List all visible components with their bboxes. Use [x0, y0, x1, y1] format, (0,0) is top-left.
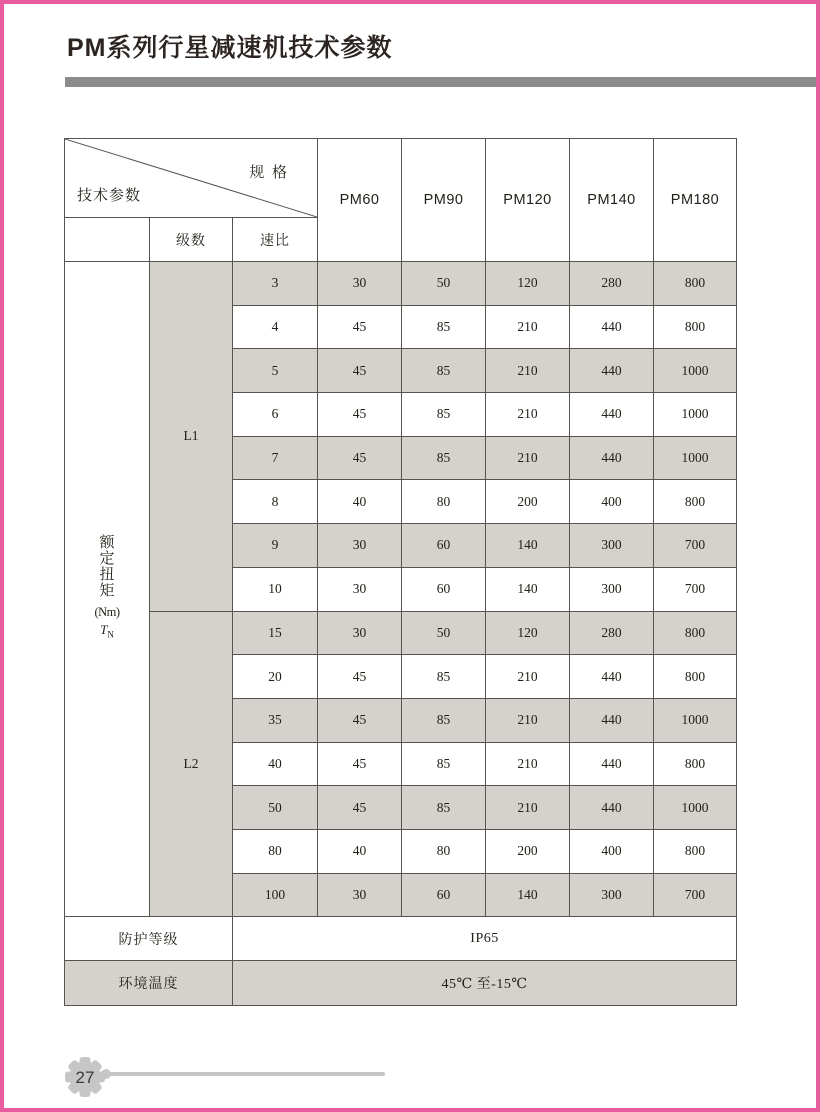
value-cell: 300	[570, 873, 654, 917]
value-cell: 400	[570, 480, 654, 524]
value-cell: 140	[486, 873, 570, 917]
value-cell: 1000	[654, 698, 737, 742]
value-cell: 800	[654, 262, 737, 306]
ratio-cell: 35	[233, 698, 318, 742]
column-header-pm60: PM60	[318, 139, 402, 262]
value-cell: 210	[486, 349, 570, 393]
ratio-cell: 8	[233, 480, 318, 524]
ratio-cell: 100	[233, 873, 318, 917]
value-cell: 85	[402, 393, 486, 437]
value-cell: 400	[570, 829, 654, 873]
footer-rule	[109, 1072, 385, 1076]
torque-label-char: 定	[99, 551, 115, 568]
subheader-stage: 级数	[150, 218, 233, 262]
value-cell: 140	[486, 567, 570, 611]
column-header-pm90: PM90	[402, 139, 486, 262]
ratio-cell: 10	[233, 567, 318, 611]
ratio-cell: 20	[233, 655, 318, 699]
value-cell: 85	[402, 436, 486, 480]
diagonal-header-cell	[65, 139, 318, 218]
value-cell: 30	[318, 524, 402, 568]
value-cell: 120	[486, 611, 570, 655]
value-cell: 800	[654, 305, 737, 349]
value-cell: 1000	[654, 436, 737, 480]
value-cell: 440	[570, 349, 654, 393]
value-cell: 440	[570, 742, 654, 786]
value-cell: 45	[318, 655, 402, 699]
value-cell: 800	[654, 742, 737, 786]
value-cell: 700	[654, 524, 737, 568]
value-cell: 210	[486, 698, 570, 742]
value-cell: 210	[486, 655, 570, 699]
protection-rating-label: 防护等级	[65, 917, 233, 961]
value-cell: 30	[318, 611, 402, 655]
ratio-cell: 3	[233, 262, 318, 306]
stage-cell-l1: L1	[150, 262, 233, 612]
value-cell: 1000	[654, 786, 737, 830]
value-cell: 85	[402, 742, 486, 786]
value-cell: 40	[318, 829, 402, 873]
title-underline	[65, 77, 816, 87]
value-cell: 210	[486, 393, 570, 437]
value-cell: 800	[654, 611, 737, 655]
value-cell: 30	[318, 567, 402, 611]
ratio-cell: 9	[233, 524, 318, 568]
corner-label-params: 技术参数	[77, 188, 142, 204]
column-header-pm180: PM180	[654, 139, 737, 262]
value-cell: 30	[318, 262, 402, 306]
ratio-cell: 40	[233, 742, 318, 786]
page-number: 27	[75, 1068, 95, 1087]
value-cell: 440	[570, 698, 654, 742]
column-header-pm120: PM120	[486, 139, 570, 262]
value-cell: 1000	[654, 349, 737, 393]
torque-label-char: 额	[99, 535, 115, 552]
value-cell: 85	[402, 698, 486, 742]
value-cell: 60	[402, 567, 486, 611]
value-cell: 700	[654, 873, 737, 917]
value-cell: 60	[402, 873, 486, 917]
value-cell: 30	[318, 873, 402, 917]
value-cell: 1000	[654, 393, 737, 437]
value-cell: 85	[402, 786, 486, 830]
value-cell: 200	[486, 480, 570, 524]
ratio-cell: 80	[233, 829, 318, 873]
value-cell: 120	[486, 262, 570, 306]
table-row	[65, 262, 737, 306]
table-row	[65, 611, 737, 655]
value-cell: 440	[570, 655, 654, 699]
torque-unit: (Nm)	[94, 605, 120, 620]
ambient-temperature-value: 45℃ 至-15℃	[233, 961, 737, 1006]
ambient-temperature-row	[65, 961, 737, 1006]
torque-symbol: $T_N$	[100, 622, 114, 640]
value-cell: 45	[318, 742, 402, 786]
value-cell: 45	[318, 786, 402, 830]
torque-label-char: 矩	[99, 583, 115, 600]
ratio-cell: 7	[233, 436, 318, 480]
value-cell: 440	[570, 436, 654, 480]
protection-rating-row	[65, 917, 737, 961]
value-cell: 210	[486, 436, 570, 480]
value-cell: 85	[402, 349, 486, 393]
protection-rating-value: IP65	[233, 917, 737, 961]
value-cell: 50	[402, 262, 486, 306]
row-header-rated-torque	[65, 262, 150, 917]
value-cell: 60	[402, 524, 486, 568]
value-cell: 80	[402, 480, 486, 524]
value-cell: 440	[570, 786, 654, 830]
value-cell: 800	[654, 655, 737, 699]
value-cell: 140	[486, 524, 570, 568]
value-cell: 50	[402, 611, 486, 655]
value-cell: 700	[654, 567, 737, 611]
value-cell: 45	[318, 698, 402, 742]
value-cell: 800	[654, 829, 737, 873]
value-cell: 300	[570, 567, 654, 611]
value-cell: 200	[486, 829, 570, 873]
value-cell: 45	[318, 349, 402, 393]
value-cell: 85	[402, 305, 486, 349]
corner-label-spec: 规 格	[249, 165, 290, 181]
value-cell: 85	[402, 655, 486, 699]
ratio-cell: 50	[233, 786, 318, 830]
ratio-cell: 4	[233, 305, 318, 349]
value-cell: 210	[486, 786, 570, 830]
subheader-ratio: 速比	[233, 218, 318, 262]
ratio-cell: 15	[233, 611, 318, 655]
ratio-cell: 5	[233, 349, 318, 393]
page-title: PM系列行星减速机技术参数	[67, 34, 393, 62]
value-cell: 80	[402, 829, 486, 873]
ratio-cell: 6	[233, 393, 318, 437]
value-cell: 440	[570, 305, 654, 349]
header-row-main	[65, 139, 737, 218]
spec-table	[64, 138, 737, 1006]
value-cell: 45	[318, 305, 402, 349]
value-cell: 210	[486, 305, 570, 349]
value-cell: 440	[570, 393, 654, 437]
value-cell: 280	[570, 611, 654, 655]
value-cell: 45	[318, 436, 402, 480]
value-cell: 210	[486, 742, 570, 786]
stage-cell-l2: L2	[150, 611, 233, 917]
empty-header-cell	[65, 218, 150, 262]
value-cell: 300	[570, 524, 654, 568]
torque-label-char: 扭	[99, 567, 115, 584]
column-header-pm140: PM140	[570, 139, 654, 262]
ambient-temperature-label: 环境温度	[65, 961, 233, 1006]
value-cell: 45	[318, 393, 402, 437]
value-cell: 800	[654, 480, 737, 524]
value-cell: 280	[570, 262, 654, 306]
value-cell: 40	[318, 480, 402, 524]
